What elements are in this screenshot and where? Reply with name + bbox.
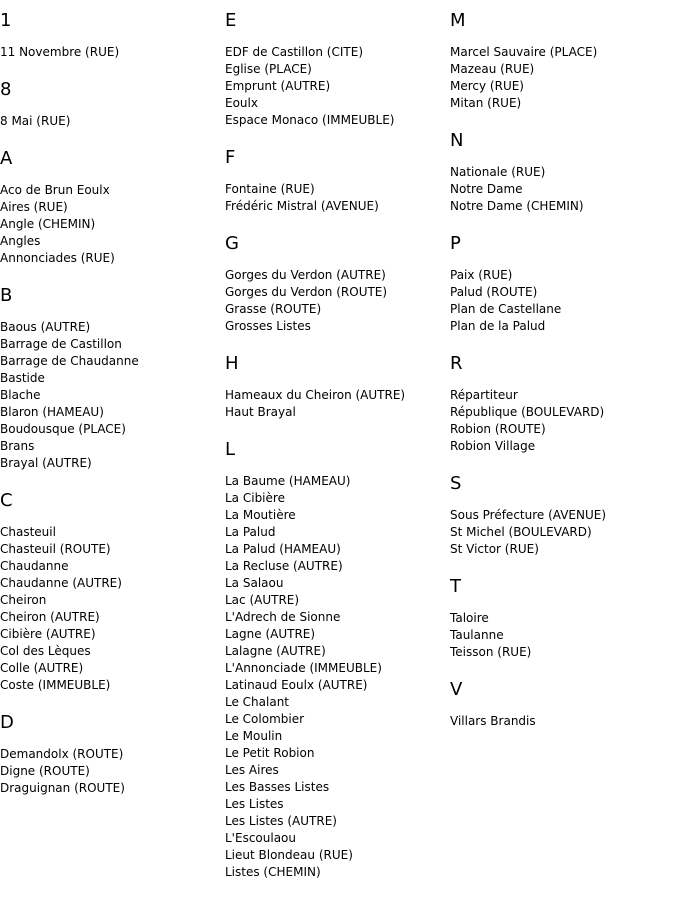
- letter-section: [0, 711, 220, 797]
- street-list: [450, 44, 670, 112]
- street-link[interactable]: Cheiron: [0, 593, 47, 607]
- street-link[interactable]: L'Annonciade (IMMEUBLE): [225, 661, 382, 675]
- street-link[interactable]: Grasse (ROUTE): [225, 302, 322, 316]
- street-link[interactable]: Haut Brayal: [225, 405, 296, 419]
- street-link[interactable]: Taulanne: [450, 628, 504, 642]
- street-link[interactable]: Barrage de Chaudanne: [0, 354, 139, 368]
- section-letter-heading: D: [0, 712, 14, 733]
- street-link[interactable]: Chasteuil (ROUTE): [0, 542, 111, 556]
- street-link[interactable]: Frédéric Mistral (AVENUE): [225, 199, 379, 213]
- street-link[interactable]: La Baume (HAMEAU): [225, 474, 351, 488]
- letter-section: [450, 232, 670, 335]
- street-list: [0, 44, 220, 61]
- section-letter-heading: C: [0, 490, 13, 511]
- street-link[interactable]: Gorges du Verdon (ROUTE): [225, 285, 388, 299]
- street-link[interactable]: Notre Dame (CHEMIN): [450, 199, 584, 213]
- street-list: [450, 507, 670, 558]
- street-list: [0, 524, 220, 694]
- street-link[interactable]: Paix (RUE): [450, 268, 513, 282]
- section-letter-heading: H: [225, 353, 239, 374]
- street-list: [450, 610, 670, 661]
- street-link[interactable]: St Michel (BOULEVARD): [450, 525, 592, 539]
- street-link[interactable]: Grosses Listes: [225, 319, 311, 333]
- letter-section: [225, 438, 445, 881]
- street-link[interactable]: Le Colombier: [225, 712, 305, 726]
- street-link[interactable]: Brans: [0, 439, 35, 453]
- street-link[interactable]: Listes (CHEMIN): [225, 865, 321, 879]
- street-link[interactable]: La Palud: [225, 525, 276, 539]
- street-link[interactable]: Lieut Blondeau (RUE): [225, 848, 353, 862]
- section-letter-heading: M: [450, 10, 466, 31]
- street-link[interactable]: EDF de Castillon (CITE): [225, 45, 363, 59]
- street-link[interactable]: Les Listes (AUTRE): [225, 814, 337, 828]
- street-link[interactable]: Mercy (RUE): [450, 79, 524, 93]
- street-link[interactable]: 8 Mai (RUE): [0, 114, 71, 128]
- street-link[interactable]: Aires (RUE): [0, 200, 68, 214]
- street-link[interactable]: La Moutière: [225, 508, 296, 522]
- letter-section: [0, 284, 220, 472]
- street-link[interactable]: Digne (ROUTE): [0, 764, 90, 778]
- street-link[interactable]: Baous (AUTRE): [0, 320, 91, 334]
- street-link[interactable]: Brayal (AUTRE): [0, 456, 92, 470]
- street-list: [225, 473, 445, 881]
- street-link[interactable]: République (BOULEVARD): [450, 405, 605, 419]
- street-link[interactable]: Palud (ROUTE): [450, 285, 538, 299]
- street-link[interactable]: Angles: [0, 234, 41, 248]
- street-link[interactable]: Chaudanne: [0, 559, 69, 573]
- letter-section: [0, 9, 220, 61]
- section-letter-heading: N: [450, 130, 464, 151]
- street-link[interactable]: L'Escoulaou: [225, 831, 296, 845]
- street-link[interactable]: La Cibière: [225, 491, 285, 505]
- letter-section: [450, 575, 670, 661]
- street-link[interactable]: Nationale (RUE): [450, 165, 546, 179]
- street-link[interactable]: Marcel Sauvaire (PLACE): [450, 45, 598, 59]
- section-letter-heading: G: [225, 233, 239, 254]
- street-link[interactable]: Bastide: [0, 371, 45, 385]
- index-column-1: [0, 9, 220, 814]
- street-link[interactable]: Villars Brandis: [450, 714, 536, 728]
- letter-section: [225, 146, 445, 215]
- street-link[interactable]: Espace Monaco (IMMEUBLE): [225, 113, 395, 127]
- letter-section: [225, 232, 445, 335]
- street-link[interactable]: Angle (CHEMIN): [0, 217, 96, 231]
- section-letter-heading: F: [225, 147, 236, 168]
- street-link[interactable]: 11 Novembre (RUE): [0, 45, 120, 59]
- street-link[interactable]: Lac (AUTRE): [225, 593, 300, 607]
- street-link[interactable]: Plan de la Palud: [450, 319, 546, 333]
- section-letter-heading: S: [450, 473, 462, 494]
- street-link[interactable]: Les Listes: [225, 797, 284, 811]
- street-list: [225, 44, 445, 129]
- street-link[interactable]: L'Adrech de Sionne: [225, 610, 341, 624]
- street-link[interactable]: Eoulx: [225, 96, 258, 110]
- section-letter-heading: E: [225, 10, 237, 31]
- section-letter-heading: A: [0, 148, 13, 169]
- street-link[interactable]: Notre Dame: [450, 182, 523, 196]
- letter-section: [0, 147, 220, 267]
- street-link[interactable]: Hameaux du Cheiron (AUTRE): [225, 388, 406, 402]
- street-link[interactable]: Le Chalant: [225, 695, 290, 709]
- street-link[interactable]: Aco de Brun Eoulx: [0, 183, 110, 197]
- letter-section: [225, 352, 445, 421]
- letter-section: [450, 678, 670, 730]
- section-letter-heading: T: [450, 576, 461, 597]
- street-link[interactable]: Robion (ROUTE): [450, 422, 546, 436]
- letter-section: [0, 78, 220, 130]
- section-letter-heading: L: [225, 439, 236, 460]
- street-link[interactable]: Demandolx (ROUTE): [0, 747, 124, 761]
- street-link[interactable]: Blaron (HAMEAU): [0, 405, 104, 419]
- street-link[interactable]: Colle (AUTRE): [0, 661, 84, 675]
- street-link[interactable]: Chaudanne (AUTRE): [0, 576, 122, 590]
- section-letter-heading: P: [450, 233, 461, 254]
- index-column-2: [225, 9, 445, 898]
- letter-section: [450, 9, 670, 112]
- street-link[interactable]: Chasteuil: [0, 525, 56, 539]
- street-link[interactable]: La Salaou: [225, 576, 284, 590]
- letter-section: [0, 489, 220, 694]
- street-link[interactable]: Coste (IMMEUBLE): [0, 678, 111, 692]
- letter-section: [450, 472, 670, 558]
- street-link[interactable]: Le Moulin: [225, 729, 283, 743]
- street-list: [450, 267, 670, 335]
- street-link[interactable]: Mitan (RUE): [450, 96, 522, 110]
- street-list: [0, 746, 220, 797]
- street-list: [225, 181, 445, 215]
- street-link[interactable]: St Victor (RUE): [450, 542, 539, 556]
- street-list: [0, 182, 220, 267]
- street-link[interactable]: Draguignan (ROUTE): [0, 781, 125, 795]
- street-link[interactable]: Col des Lèques: [0, 644, 91, 658]
- street-link[interactable]: Latinaud Eoulx (AUTRE): [225, 678, 368, 692]
- street-link[interactable]: Blache: [0, 388, 41, 402]
- street-list: [0, 319, 220, 472]
- street-link[interactable]: Taloire: [450, 611, 489, 625]
- street-link[interactable]: La Recluse (AUTRE): [225, 559, 343, 573]
- street-link[interactable]: Les Aires: [225, 763, 279, 777]
- street-link[interactable]: Emprunt (AUTRE): [225, 79, 331, 93]
- street-link[interactable]: Répartiteur: [450, 388, 518, 402]
- street-link[interactable]: Les Basses Listes: [225, 780, 330, 794]
- letter-section: [450, 352, 670, 455]
- street-link[interactable]: Robion Village: [450, 439, 536, 453]
- street-link[interactable]: Barrage de Castillon: [0, 337, 122, 351]
- street-list: [450, 164, 670, 215]
- street-list: [0, 113, 220, 130]
- street-list: [450, 387, 670, 455]
- section-letter-heading: V: [450, 679, 463, 700]
- section-letter-heading: B: [0, 285, 13, 306]
- street-link[interactable]: Lalagne (AUTRE): [225, 644, 326, 658]
- street-list: [225, 387, 445, 421]
- street-link[interactable]: Cibière (AUTRE): [0, 627, 96, 641]
- street-link[interactable]: Teisson (RUE): [450, 645, 532, 659]
- letter-section: [450, 129, 670, 215]
- street-list: [450, 713, 670, 730]
- street-link[interactable]: Plan de Castellane: [450, 302, 562, 316]
- street-link[interactable]: Boudousque (PLACE): [0, 422, 126, 436]
- section-letter-heading: 1: [0, 10, 12, 31]
- street-link[interactable]: Gorges du Verdon (AUTRE): [225, 268, 386, 282]
- street-link[interactable]: Eglise (PLACE): [225, 62, 312, 76]
- section-letter-heading: 8: [0, 79, 12, 100]
- index-column-3: [450, 9, 670, 747]
- street-link[interactable]: Cheiron (AUTRE): [0, 610, 100, 624]
- street-link[interactable]: Mazeau (RUE): [450, 62, 535, 76]
- street-link[interactable]: Lagne (AUTRE): [225, 627, 316, 641]
- street-link[interactable]: Sous Préfecture (AVENUE): [450, 508, 607, 522]
- street-link[interactable]: Fontaine (RUE): [225, 182, 315, 196]
- street-link[interactable]: Annonciades (RUE): [0, 251, 115, 265]
- letter-section: [225, 9, 445, 129]
- street-list: [225, 267, 445, 335]
- street-link[interactable]: Le Petit Robion: [225, 746, 315, 760]
- section-letter-heading: R: [450, 353, 463, 374]
- street-link[interactable]: La Palud (HAMEAU): [225, 542, 341, 556]
